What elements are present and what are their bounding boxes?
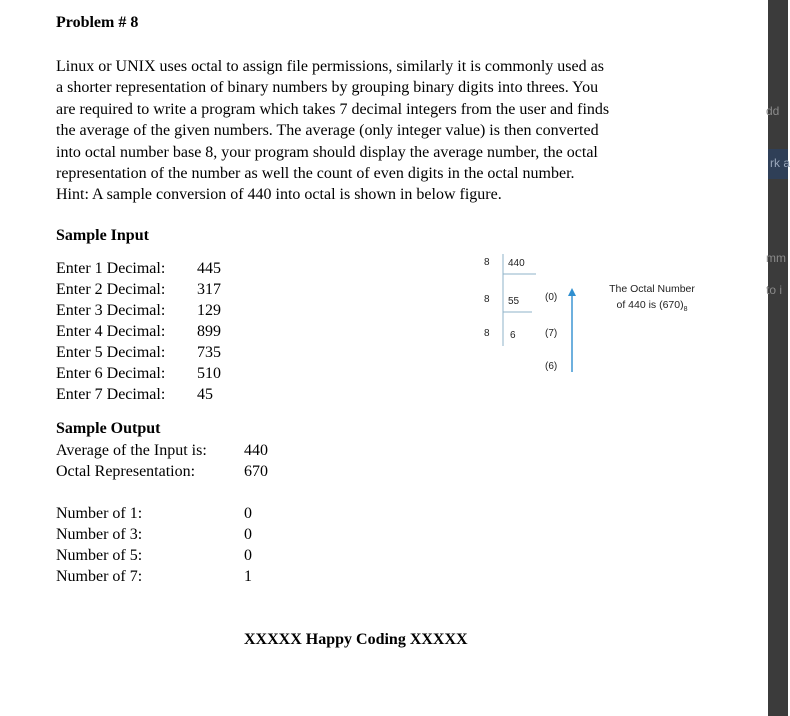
divisor: 8 (484, 257, 490, 268)
problem-title: Problem # 8 (56, 14, 139, 31)
count-row (56, 545, 252, 566)
side-panel-fragment: mm (766, 251, 786, 265)
input-label: Enter 4 Decimal: (56, 323, 166, 340)
footer-text: XXXXX Happy Coding XXXXX (244, 631, 468, 648)
input-row (56, 363, 221, 384)
input-label: Enter 2 Decimal: (56, 281, 166, 298)
description-line: representation of the number as well the count of even digits in the octal number. (56, 165, 575, 183)
input-label: Enter 6 Decimal: (56, 365, 166, 382)
dividend: 55 (508, 296, 520, 307)
caption-line: of 440 is (670) (616, 299, 684, 311)
input-value: 735 (197, 344, 221, 361)
count-row (56, 524, 252, 545)
count-row (56, 566, 252, 587)
count-value: 1 (244, 568, 252, 585)
input-label: Enter 1 Decimal: (56, 260, 166, 277)
input-value: 445 (197, 260, 221, 277)
side-panel (768, 0, 788, 716)
input-row (56, 321, 221, 342)
input-row (56, 279, 221, 300)
up-arrow-icon (568, 288, 576, 296)
input-label: Enter 3 Decimal: (56, 302, 166, 319)
input-label: Enter 7 Decimal: (56, 386, 166, 403)
description-line: are required to write a program which takes 7 decimal integers from the user and finds (56, 100, 610, 118)
output-row (56, 461, 268, 482)
output-value: 670 (244, 463, 268, 480)
dividend: 440 (508, 258, 525, 269)
description-line: the average of the given numbers. The average (only integer value) is then converted (56, 122, 599, 140)
input-value: 510 (197, 365, 221, 382)
count-label: Number of 3: (56, 526, 143, 543)
side-panel-fragment: to i (766, 283, 783, 297)
input-value: 129 (197, 302, 221, 319)
remainder: (6) (545, 361, 558, 372)
input-row (56, 300, 221, 321)
description-line: Linux or UNIX uses octal to assign file permissions, similarly it is commonly used as (56, 58, 604, 75)
count-label: Number of 7: (56, 568, 143, 585)
remainder: (0) (545, 292, 558, 303)
side-panel-fragment: dd (766, 104, 780, 118)
figure-caption (592, 281, 712, 318)
description-line: Hint: A sample conversion of 440 into octal is shown in below figure. (56, 186, 502, 204)
description-line: into octal number base 8, your program should display the average number, the octal (56, 143, 598, 161)
count-value: 0 (244, 547, 252, 564)
output-value: 440 (244, 442, 268, 459)
sample-input-heading: Sample Input (56, 227, 149, 244)
count-label: Number of 1: (56, 505, 143, 522)
caption-line: The Octal Number (609, 283, 695, 295)
output-label: Average of the Input is: (56, 442, 207, 459)
octal-conversion-figure (470, 248, 730, 388)
input-row (56, 342, 221, 363)
input-value: 317 (197, 281, 221, 298)
count-row (56, 503, 252, 524)
input-value: 45 (197, 386, 213, 403)
divisor: 8 (484, 294, 490, 305)
description-line: a shorter representation of binary numbers by grouping binary digits into threes. You (56, 79, 599, 97)
side-panel-button-label: rk a (770, 156, 790, 170)
sample-output-heading: Sample Output (56, 420, 161, 437)
output-label: Octal Representation: (56, 463, 196, 480)
input-row (56, 384, 213, 405)
caption-subscript: 8 (683, 306, 688, 314)
side-panel-button[interactable] (768, 149, 788, 179)
output-row (56, 440, 268, 461)
count-value: 0 (244, 505, 252, 522)
divisor: 8 (484, 328, 490, 339)
dividend: 6 (510, 330, 516, 341)
input-label: Enter 5 Decimal: (56, 344, 166, 361)
count-value: 0 (244, 526, 252, 543)
count-label: Number of 5: (56, 547, 143, 564)
input-value: 899 (197, 323, 221, 340)
remainder: (7) (545, 328, 558, 339)
input-row (56, 258, 221, 279)
problem-description (56, 56, 696, 206)
